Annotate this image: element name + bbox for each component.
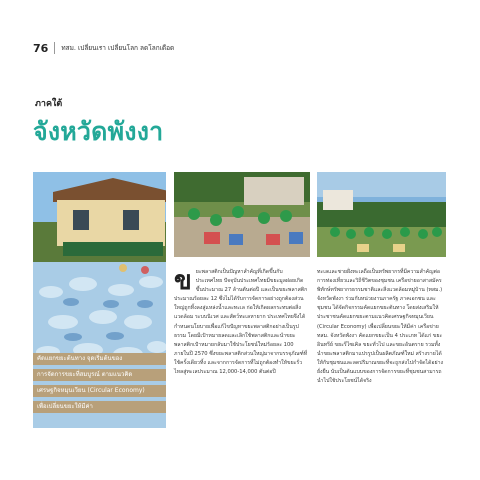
body-column-2 [317,268,445,386]
running-title: ทสม. เปลี่ยนเรา เปลี่ยนโลก ลดโลกเดือด [61,44,175,52]
caption-line: เพื่อเปลี่ยนขยะให้มีค่า [33,401,166,413]
photo-caption-block [33,353,166,417]
photo-group-activity [317,172,446,257]
header-divider [54,42,55,54]
body-text-2: ทะเลและชายฝั่งทะเลถือเป็นทรัพยากรที่มีความสำคัญต่อการท่องเที่ยวและวิถีชีวิตของชุมชน เครือข่ายอาสาสมัครพิทักษ์ทรัพยากรธรรมชาติและสิ่งแวดล้อมหมู่บ้าน (ทสม.) จังหวัดพังงา ร่วมกับหน่วยงานภาครัฐ ภาคเอกชน และชุมชน ได้จัดกิจกรรมคัดแยกขยะต้นทาง โดยส่งเสริมให้ประชาชนคัดแยกขยะตามแนวคิดเศรษฐกิจหมุนเวียน (Circular Economy) เพื่อเปลี่ยนขยะให้มีค่า เครือข่าย ทสม. จังหวัดพังงา คัดแยกขยะเป็น 4 ประเภท ได้แก่ ขยะอินทรีย์ ขยะรีไซเคิล ขยะทั่วไป และขยะอันตราย รวมทั้งนำขยะพลาสติกมาแปรรูปเป็นผลิตภัณฑ์ใหม่ สร้างรายได้ให้กับชุมชนและลดปริมาณขยะที่จะถูกส่งไปกำจัดได้อย่างยั่งยืน นับเป็นต้นแบบของการจัดการขยะที่ชุมชนสามารถนำไปใช้ประโยชน์ได้จริง [317,269,444,385]
body-column-1 [174,268,308,377]
body-text-1: ยะพลาสติกเป็นปัญหาสำคัญที่เกิดขึ้นกับประเทศไทย ปัจจุบันประเทศไทยมีขยะมูลฝอยเกิดขึ้นประมาณ 27 ล้านตันต่อปี และเป็นขยะพลาสติกประมาณร้อยละ 12 ซึ่งไม่ได้รับการจัดการอย่างถูกต้องส่วนใหญ่ถูกทิ้งลงสู่แหล่งน้ำและทะเล ก่อให้เกิดผลกระทบต่อสิ่งแวดล้อม ระบบนิเวศ และสัตว์ทะเลหายาก ประเทศไทยจึงได้กำหนดนโยบายเพื่อแก้ไขปัญหาขยะพลาสติกอย่างเป็นรูปธรรม โดยมีเป้าหมายลดและเลิกใช้พลาสติกและนำขยะพลาสติกเป้าหมายกลับมาใช้ประโยชน์ใหม่ร้อยละ 100 ภายในปี 2570 ซึ่งขยะพลาสติกส่วนใหญ่มาจากบรรจุภัณฑ์ที่ใช้ครั้งเดียวทิ้ง และจากการจัดการที่ไม่ถูกต้องทำให้ขยะรั่วไหลสู่ทะเลประมาณ 12,000-14,000 ตันต่อปี [174,269,308,376]
group-activity-illustration [317,172,446,257]
volunteers-sorting-illustration [174,172,310,257]
caption-line: การจัดการขยะที่สมบูรณ์ ตามแนวคิด [33,369,166,381]
page-number: 76 [33,41,49,55]
dropcap: ข [174,266,192,296]
caption-line: คัดแยกขยะต้นทาง จุดเริ่มต้นของ [33,353,166,365]
caption-line: เศรษฐกิจหมุนเวียน (Circular Economy) [33,385,166,397]
region-label: ภาคใต้ [35,99,63,109]
photo-volunteers-sorting [174,172,310,257]
page-header [33,40,174,56]
page-title: จังหวัดพังงา [33,117,164,146]
